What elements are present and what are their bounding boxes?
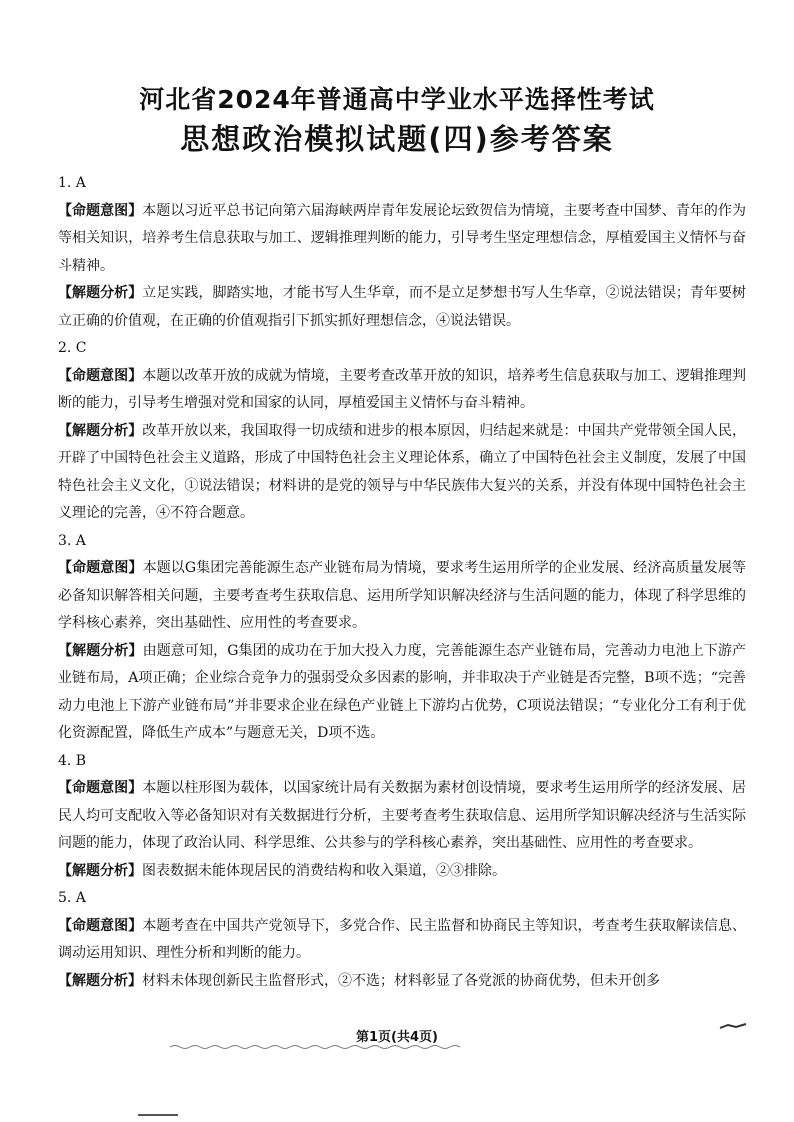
analysis-text: 立足实践，脚踏实地，才能书写人生华章，而不是立足梦想书写人生华章，②说法错误；青年要树立正确的价值观，在正确的价值观指引下抓实抓好理想信念，④说法错误。 xyxy=(58,285,746,329)
question-block xyxy=(58,528,746,748)
intent-text: 本题以G集团完善能源生态产业链布局为情境，要求考生运用所学的企业发展、经济高质量发展等必备知识解答相关问题，主要考查考生获取信息、运用所学知识解决经济与生活问题的能力，体现了科学思维的学科核心素养，突出基础性、应用性的考查要求。 xyxy=(58,560,747,631)
intent-paragraph xyxy=(58,198,746,281)
main-title: 河北省2024年普通高中学业水平选择性考试 xyxy=(139,85,655,114)
wavy-rule xyxy=(170,1044,460,1050)
intent-text: 本题以柱形图为载体，以国家统计局有关数据为素材创设情境，要求考生运用所学的经济发展、居民人均可支配收入等必备知识对有关数据进行分析，主要考查考生获取信息、运用所学知识解决经济与生活实际问题的能力，体现了政治认同、科学思维、公共参与的学科核心素养，突出基础性、应用性的考查要求。 xyxy=(58,780,746,851)
intent-tag: 【命题意图】 xyxy=(58,367,143,384)
analysis-paragraph xyxy=(58,638,746,748)
analysis-paragraph xyxy=(58,418,746,528)
intent-tag: 【命题意图】 xyxy=(58,780,143,796)
question-block xyxy=(58,748,746,886)
question-block xyxy=(58,335,746,528)
analysis-tag: 【解题分析】 xyxy=(58,422,143,439)
intent-tag: 【命题意图】 xyxy=(58,560,143,576)
analysis-text: 图表数据未能体现居民的消费结构和收入渠道，②③排除。 xyxy=(142,862,506,879)
intent-paragraph xyxy=(58,555,746,638)
title-block xyxy=(0,84,794,159)
intent-paragraph xyxy=(58,913,746,968)
scan-line xyxy=(138,1114,178,1116)
analysis-tag: 【解题分析】 xyxy=(58,862,142,879)
analysis-tag: 【解题分析】 xyxy=(58,642,143,659)
analysis-text: 材料未体现创新民主监督形式，②不选；材料彰显了各党派的协商优势，但未开创多 xyxy=(142,972,660,989)
question-block xyxy=(58,885,746,995)
intent-text: 本题以习近平总书记向第六届海峡两岸青年发展论坛致贺信为情境，主要考查中国梦、青年的作为等相关知识，培养考生信息获取与加工、逻辑推理判断的能力，引导考生坚定理想信念，厚植爱国主义情怀与奋斗精神。 xyxy=(58,202,746,274)
answer-content xyxy=(58,170,746,995)
analysis-text: 改革开放以来，我国取得一切成绩和进步的根本原因，归结起来就是：中国共产党带领全国人民，开辟了中国特色社会主义道路，形成了中国特色社会主义理论体系，确立了中国特色社会主义制度，发展了中国特色社会主义文化，①说法错误；材料讲的是党的领导与中华民族伟大复兴的关系，并没有体现中国特色社会主义理论的完善，④不符合题意。 xyxy=(58,422,746,521)
question-number: 4. B xyxy=(58,752,87,769)
analysis-tag: 【解题分析】 xyxy=(58,972,142,989)
question-number: 1. A xyxy=(58,175,86,191)
analysis-tag: 【解题分析】 xyxy=(58,285,143,301)
question-number: 2. C xyxy=(58,340,87,356)
analysis-text: 由题意可知，G集团的成功在于加大投入力度，完善能源生态产业链布局，完善动力电池上下游产业链布局，A项正确；企业综合竞争力的强弱受众多因素的影响，并非取决于产业链是否完整，B项不选；“完善动力电池上下游产业链布局”并非要求企业在绿色产业链上下游均占优势，C项说法错误；“专业化分工有利于优化资源配置，降低生产成本”与题意无关，D项不选。 xyxy=(58,642,747,741)
intent-tag: 【命题意图】 xyxy=(58,202,143,219)
analysis-paragraph xyxy=(58,968,746,996)
sub-title: 思想政治模拟试题(四)参考答案 xyxy=(180,122,614,156)
page-footer xyxy=(0,1026,794,1045)
question-number: 3. A xyxy=(58,532,86,549)
page-number: 第1页(共4页) xyxy=(356,1030,438,1045)
intent-text: 本题以改革开放的成就为情境，主要考查改革开放的知识，培养考生信息获取与加工、逻辑推理判断的能力，引导考生增强对党和国家的认同，厚植爱国主义情怀与奋斗精神。 xyxy=(58,367,746,411)
analysis-paragraph xyxy=(58,280,746,335)
intent-tag: 【命题意图】 xyxy=(58,917,143,934)
analysis-paragraph xyxy=(58,858,746,886)
intent-text: 本题考查在中国共产党领导下，多党合作、民主监督和协商民主等知识，考查考生获取解读信息、调动运用知识、理性分析和判断的能力。 xyxy=(58,917,746,961)
scan-mark xyxy=(718,1022,750,1032)
question-number: 5. A xyxy=(58,890,86,906)
question-block xyxy=(58,170,746,335)
intent-paragraph xyxy=(58,775,746,858)
intent-paragraph xyxy=(58,363,746,418)
